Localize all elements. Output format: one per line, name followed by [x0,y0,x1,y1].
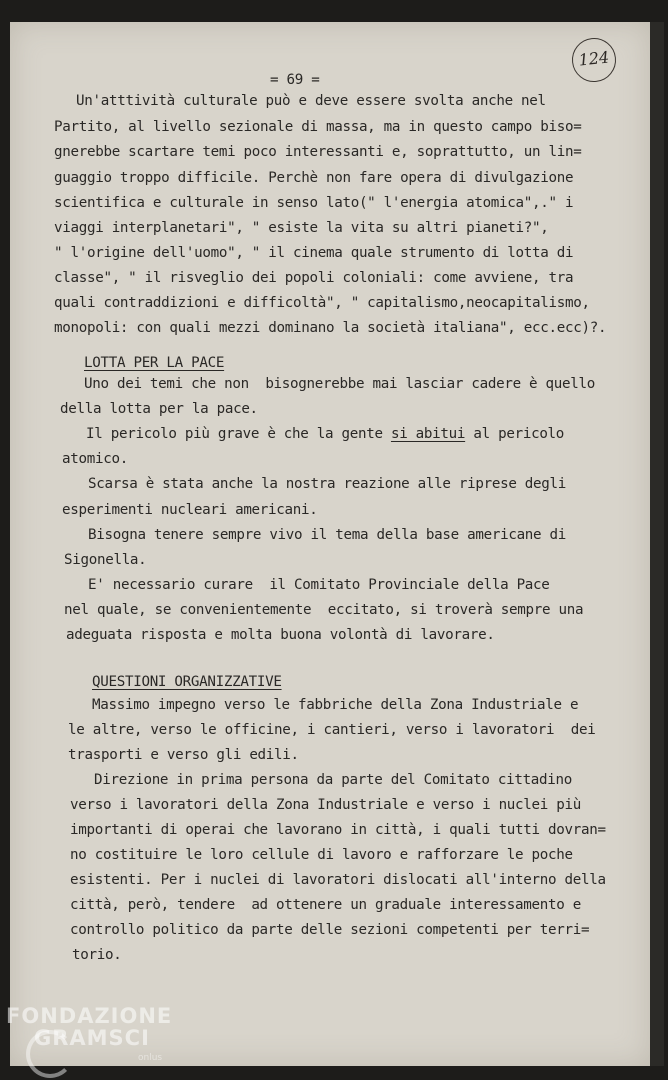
binding-edge [650,22,664,1066]
intro-line-5: scientifica e culturale in senso lato(" l'energia atomica",." i [54,195,574,211]
org-line-7: no costituire le loro cellule di lavoro e rafforzare le poche [70,847,573,863]
org-line-9: città, però, tendere ad ottenere un graduale interessamento e [70,897,581,913]
intro-line-2: Partito, al livello sezionale di massa, ma in questo campo biso= [54,119,582,135]
peace-line-2: della lotta per la pace. [60,401,258,417]
page-number: = 69 = [270,72,320,88]
peace-line-7: Bisogna tenere sempre vivo il tema della base americane di [88,527,567,543]
heading-lotta-per-la-pace: LOTTA PER LA PACE [84,355,225,371]
org-line-5: verso i lavoratori della Zona Industriale e verso i nuclei più [70,797,581,813]
org-line-8: esistenti. Per i nuclei di lavoratori dislocati all'interno della [70,872,606,888]
peace-line-6: esperimenti nucleari americani. [62,502,318,518]
intro-line-10: monopoli: con quali mezzi dominano la società italiana", ecc.ecc)?. [54,320,607,336]
peace-line-3-b: al pericolo [465,426,565,442]
org-line-11: torio. [72,947,122,963]
peace-line-9: E' necessario curare il Comitato Provinciale della Pace [88,577,550,593]
watermark [6,1004,172,1050]
intro-line-3: gnerebbe scartare temi poco interessanti e, soprattutto, un lin= [54,144,582,160]
watermark-onlus: onlus [138,1053,163,1063]
intro-line-1: Un'atttività culturale può e deve essere svolta anche nel [76,93,546,109]
underlined-si-abitui: si abitui [390,426,466,442]
peace-line-4: atomico. [62,451,128,467]
intro-line-6: viaggi interplanetari", " esiste la vita su altri pianeti?", [54,220,549,236]
intro-line-7: " l'origine dell'uomo", " il cinema quale strumento di lotta di [54,245,574,261]
peace-line-5: Scarsa è stata anche la nostra reazione alle riprese degli [88,476,567,492]
intro-line-8: classe", " il risveglio dei popoli coloniali: come avviene, tra [54,270,574,286]
heading-questioni-organizzative: QUESTIONI ORGANIZZATIVE [92,674,282,690]
org-line-1: Massimo impegno verso le fabbriche della Zona Industriale e [92,697,579,713]
org-line-4: Direzione in prima persona da parte del Comitato cittadino [94,772,573,788]
peace-line-3-a: Il pericolo più grave è che la gente [86,426,391,442]
intro-line-4: guaggio troppo difficile. Perchè non fare opera di divulgazione [54,170,574,186]
peace-line-10: nel quale, se convenientemente eccitato, si troverà sempre una [64,602,584,618]
watermark-line1: FONDAZIONE [6,1004,173,1028]
org-line-10: controllo politico da parte delle sezioni competenti per terri= [70,922,590,938]
peace-line-8: Sigonella. [64,552,147,568]
peace-line-1: Uno dei temi che non bisognerebbe mai lasciar cadere è quello [84,376,595,392]
org-line-2: le altre, verso le officine, i cantieri, verso i lavoratori dei [68,722,596,738]
watermark-line2: GRAMSCI [34,1026,150,1050]
org-line-3: trasporti e verso gli edili. [68,747,299,763]
intro-line-9: quali contraddizioni e difficoltà", " capitalismo,neocapitalismo, [54,295,590,311]
org-line-6: importanti di operai che lavorano in città, i quali tutti dovran= [70,822,606,838]
folio-stamp: 124 [570,36,618,84]
peace-line-3 [86,426,564,442]
peace-line-11: adeguata risposta e molta buona volontà di lavorare. [66,627,495,643]
